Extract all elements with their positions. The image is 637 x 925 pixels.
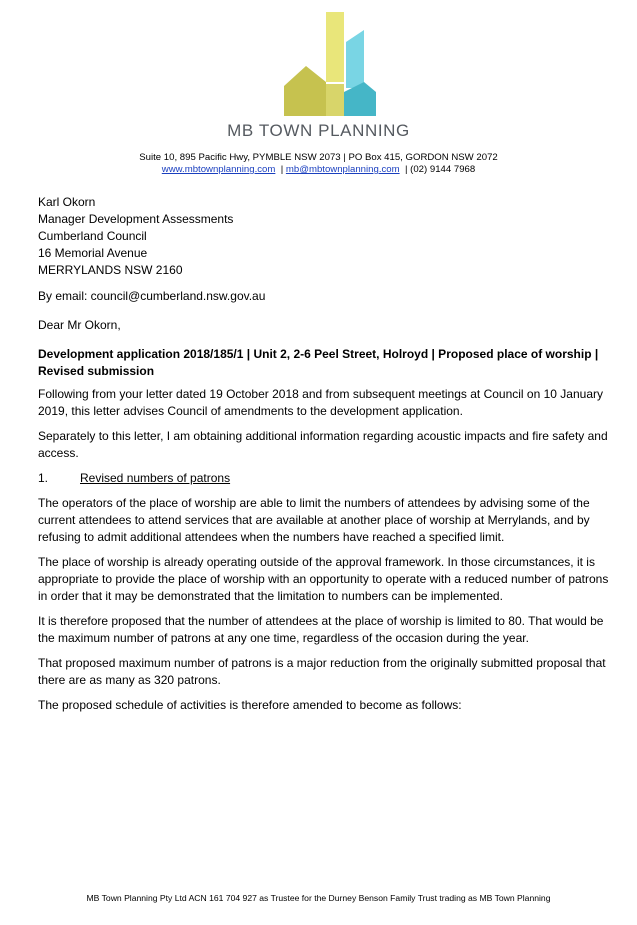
address-line: Suite 10, 895 Pacific Hwy, PYMBLE NSW 2073 | PO Box 415, GORDON NSW 2072 [139,152,498,163]
paragraph-2: Separately to this letter, I am obtaining additional information regarding acoustic impacts and fire safety and access. [38,429,608,460]
recipient-city: MERRYLANDS NSW 2160 [38,263,183,277]
section-number: 1. [38,471,49,485]
paragraph-1: Following from your letter dated 19 October 2018 and from subsequent meetings at Council on 10 January 2019, this letter advises Council of amendments to the development application. [38,387,603,418]
paragraph-5: It is therefore proposed that the number of attendees at the place of worship is limited to 80. That would be the maximum number of patrons at any one time, regardless of the occasion during the year. [38,614,604,645]
contact-block [0,152,637,176]
logo-yellow-tower [326,12,344,82]
recipient-title: Manager Development Assessments [38,212,234,226]
phone-number: | (02) 9144 7968 [404,164,476,175]
paragraph-7: The proposed schedule of activities is therefore amended to become as follows: [38,698,462,712]
page-footer: MB Town Planning Pty Ltd ACN 161 704 927 as Trustee for the Durney Benson Family Trust trading as MB Town Planning [86,893,551,903]
building-bars-logo-icon [284,12,376,118]
section-heading [38,470,610,487]
recipient-address [38,194,610,279]
paragraph-4: The place of worship is already operating outside of the approval framework. In those circumstances, it is appropriate to provide the place of worship with an opportunity to operate with a reduced number of patrons in order that it may be demonstrated that the limitation to numbers can be implemented. [38,555,609,603]
email-link[interactable]: mb@mbtownplanning.com [285,164,400,175]
logo-cyan-tower [346,30,364,88]
letter-body [38,194,610,722]
recipient-street: 16 Memorial Avenue [38,246,148,260]
paragraph-6: That proposed maximum number of patrons is a major reduction from the originally submitted proposal that there are as many as 320 patrons. [38,656,606,687]
logo-olive-block [284,66,326,116]
brand-name: MB TOWN PLANNING [227,121,410,140]
subject-line: Development application 2018/185/1 | Unit 2, 2-6 Peel Street, Holroyd | Proposed place of worship | Revised submission [38,347,599,378]
logo-olive-small [326,84,344,116]
recipient-name: Karl Okorn [38,195,96,209]
salutation: Dear Mr Okorn, [38,318,121,332]
contact-line [0,164,637,176]
recipient-org: Cumberland Council [38,229,147,243]
paragraph-3: The operators of the place of worship are able to limit the numbers of attendees by advising some of the current attendees to attend services that are available at another place of worship at Merrylands, and by refusing to admit additional attendees when the numbers have reached a specified limit. [38,496,590,544]
by-email-line: By email: council@cumberland.nsw.gov.au [38,289,266,303]
section-title: Revised numbers of patrons [80,471,231,485]
separator: | [280,164,284,175]
website-link[interactable]: www.mbtownplanning.com [161,164,276,175]
